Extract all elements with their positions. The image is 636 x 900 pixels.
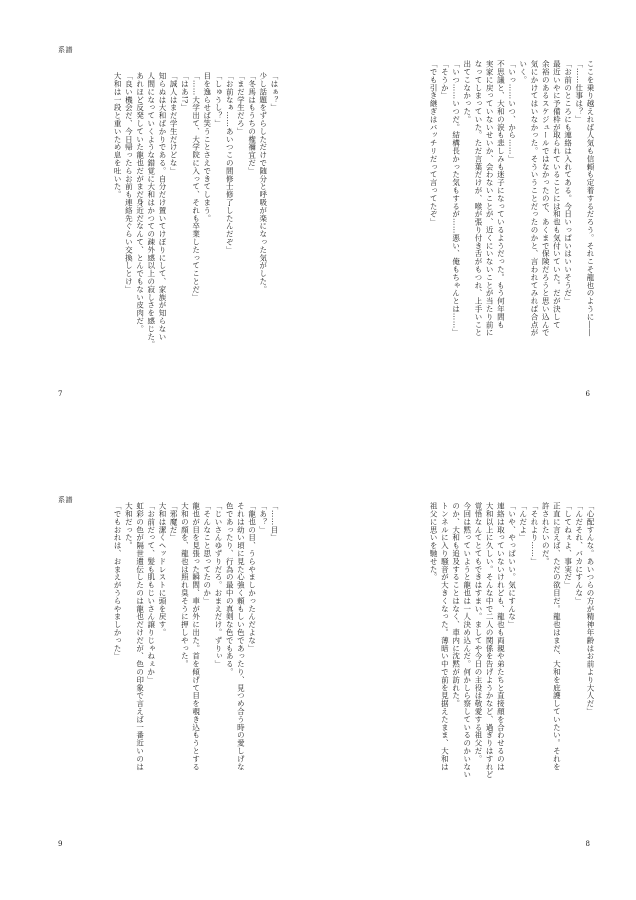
text-line: 気にかけてはいなかった。そういうことだったのかと、言われてみれば合点が <box>529 60 539 337</box>
text-line: 少し話題をずらしただけで随分と呼吸が楽になった気がした。 <box>258 72 268 294</box>
page-number: 8 <box>585 840 590 848</box>
text-line: 「お前のところにも連絡は入れてある。今日いっぱいはいいそうだ」 <box>563 60 573 305</box>
running-header: 系譜 <box>58 496 73 504</box>
page-7-text <box>50 72 280 372</box>
text-line: 「はあ!?」 <box>180 72 190 112</box>
text-line: 大和の顔を、龍也は照れ臭そうに押しやった。 <box>180 502 190 668</box>
text-line: 「んだそれ、バカにすんな」 <box>574 502 584 605</box>
text-line: 「あ？」 <box>258 502 268 534</box>
text-line: 「まだ学生だろ」 <box>236 72 246 136</box>
text-line: 「心配すんな。あいつらの方が精神年齢はお前より大人だ」 <box>586 502 595 716</box>
text-line: 色であったり、行為の最中の真剣な色でもある。 <box>225 502 235 676</box>
text-line: 「……目」 <box>270 502 279 542</box>
text-line: 「しゅうし？」 <box>213 72 223 128</box>
text-line: 「……仕事は？」 <box>574 60 584 124</box>
page-6-text <box>356 60 596 360</box>
text-line: トンネルに入り騒音が大きくなった。薄暗い中で前を見据えたまま、大和は <box>440 502 450 771</box>
spread-bottom <box>0 450 636 900</box>
text-line: 「誠人はまだ学生だけどな」 <box>169 72 179 175</box>
text-line: 許されたいのだ。 <box>541 502 551 566</box>
text-line: 「はぁ？」 <box>270 72 279 112</box>
running-header: 系譜 <box>58 46 73 54</box>
text-line: 不思議と、大和の涙も悲しみも迷子になっているようだった。もう何年間も <box>496 60 506 329</box>
text-line: 龍也が目を見張った瞬間、車が外に出た。首を傾げて目を覗き込もうとする <box>191 502 201 771</box>
page-number: 7 <box>58 390 63 398</box>
text-line: 「でもおれは、おまえがうらやましかった」 <box>113 502 123 660</box>
text-line: ここを乗り越えれば人気も信頼も定着するだろう。それこそ龍也のように―― <box>586 60 595 337</box>
page-number: 6 <box>585 390 590 398</box>
text-line: 「でも引き継ぎはバッチリだって言ってたぞ」 <box>429 60 439 226</box>
page-9-text <box>50 502 280 802</box>
text-line: 人間になっていくような錯覚に大和はかつての疎外感以上の寂しさを感じた。 <box>146 72 156 349</box>
text-line: 「じいさんゆずりだろ。おまえだけ。ずりぃ」 <box>213 502 223 668</box>
text-line: 連絡は取っていないけれども、龍也も両親や弟たちと直接顔を合わせるのは <box>496 502 506 771</box>
text-line: 正直に言えば、ただの欲目だ。龍也はまだ、大和を庇護していたい。それを <box>552 502 562 771</box>
text-line: 「……大学出て、大学院に入って、それも卒業したってことだ」 <box>191 72 201 302</box>
text-line: 「してねぇよ、事実だ」 <box>563 502 573 589</box>
text-line: 「いっ……いつ、から……」 <box>507 60 517 163</box>
page-number: 9 <box>58 840 63 848</box>
text-line: 大和は潔くヘッドレストに頭を戻す。 <box>157 502 167 637</box>
text-line: 大和は一段と重いため息を吐いた。 <box>113 72 123 199</box>
text-line: 「良い機会だ、今日帰ったらお前も連絡先ぐらい交換しとけ」 <box>124 72 134 294</box>
text-line: 「それより……」 <box>529 502 539 566</box>
page-8-text <box>356 502 596 802</box>
text-line: 今回は黙っていようと龍也は一人決め込んだ。何かしら察しているのかいない <box>462 502 472 779</box>
text-line: 実家に戻っていないせいか、会わないことが、近くにいないことが当たり前に <box>485 60 495 337</box>
text-line: 「邪魔だ」 <box>169 502 179 542</box>
text-line: 「龍也の目、うらやましかったんだよな」 <box>247 502 257 653</box>
text-line: なってしまっていた。ただ言葉だけが、喉が張り付き舌がもつれ、上手いこと <box>473 60 483 337</box>
text-line: 祖父に思いを馳せた。 <box>429 502 439 581</box>
text-line: のか、大和も追及することはなく、車内に沈黙が訪れた。 <box>451 502 461 708</box>
page-7 <box>0 0 318 450</box>
text-line: 目を逸らせば笑うことさえできてしまう。 <box>202 72 212 223</box>
text-line: 余裕のあるスケジュールではなかったので、あくまで保険だろうと思い込んで <box>541 60 551 337</box>
text-line: 「そうか」 <box>440 60 450 100</box>
text-line: 「そんなこと思ってたのか」 <box>202 502 212 605</box>
page-6 <box>318 0 636 450</box>
text-line: 「んだよ」 <box>518 502 528 542</box>
text-line: 「お前なぁ……あいつこの間修士修了したんだぞ」 <box>225 72 235 254</box>
text-line: それは幼い頃に見た心強く頼もしい色であったり、見つめ合う時の愛しげな <box>236 502 246 771</box>
text-line: 出てこなかった。 <box>462 60 472 124</box>
page-8 <box>318 450 636 900</box>
text-line: 「いや、やっぱいい。気にすんな」 <box>507 502 517 629</box>
text-line: あれほど反発していた龍也だがまだ身近だなんて、とんでもない皮肉だ。 <box>135 72 145 333</box>
text-line: 虹彩の色が隔世遺伝したのは龍也だけだが、色の印象で言えば一番近いのは <box>135 502 145 771</box>
text-line: 知らぬは大和ばかりである。自分だけ置いてけぼりにして、家族が知らない <box>157 72 167 341</box>
page-9 <box>0 450 318 900</box>
text-line: 覚悟なんてとてもできはすまい。ましてや今日の主役は敬愛する祖父だ。 <box>473 502 483 763</box>
text-line: 「冬馬はもうちの権禰宜だ」 <box>247 72 257 175</box>
text-line: 最近いやに予備枠が取られていることには和也も気付いていた。だが決して <box>552 60 562 329</box>
text-line: 大和だった。 <box>124 502 134 550</box>
text-line: 大和以上に久しい。そんな中で二人の関係を告げようかなど、過ぎりはすれど <box>485 502 495 779</box>
text-line: 「いつ……いつだ。結構長かった気もするが……悪い、俺もちゃんとは……」 <box>451 60 461 337</box>
text-line: 「お前だって、髪も肌もじいさん譲りじゃねぇか」 <box>146 502 156 684</box>
text-line: いく。 <box>518 60 528 84</box>
